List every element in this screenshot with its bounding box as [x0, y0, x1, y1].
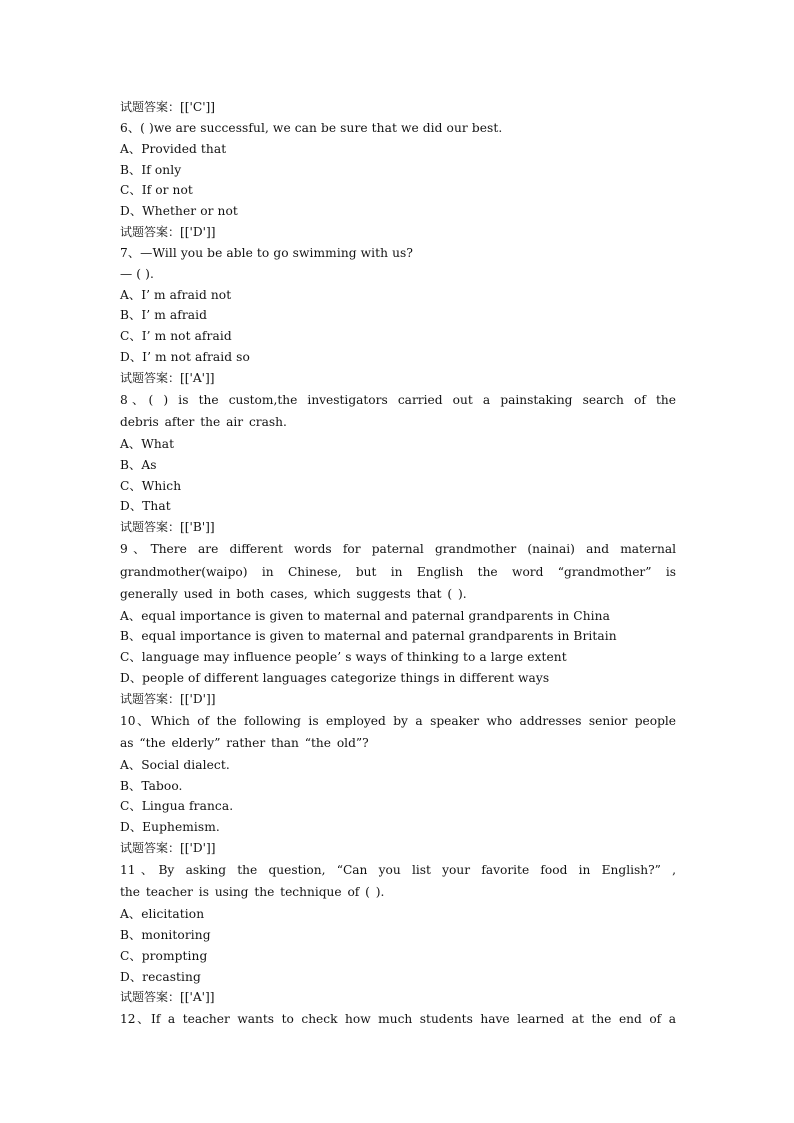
option-d: D、people of different languages categorize things in different ways	[120, 671, 550, 686]
option-c: C、Lingua franca.	[120, 799, 234, 814]
answer-line	[120, 222, 676, 243]
question-number: 10、	[120, 713, 151, 728]
option-b: B、I’ m afraid	[120, 308, 208, 323]
option-b: B、As	[120, 457, 157, 472]
stem-line: By asking the question, “Can you list your favorite food in English?” ,	[158, 862, 676, 877]
question-number: 9、	[120, 542, 151, 557]
option-d: D、That	[120, 499, 171, 514]
option-d: D、Euphemism.	[120, 820, 220, 835]
option-c: C、language may influence people’ s ways of thinking to a large extent	[120, 650, 567, 665]
option-d: D、Whether or not	[120, 204, 238, 219]
question-number: 8、	[120, 392, 149, 407]
stem-line: as “the elderly” rather than “the old”?	[120, 736, 369, 751]
option-c: C、I’ m not afraid	[120, 329, 232, 344]
answer-line	[120, 97, 676, 118]
question-6	[120, 118, 676, 243]
stem-line: ( )we are successful, we can be sure that we did our best.	[140, 120, 503, 135]
option-a: A、Provided that	[120, 141, 227, 156]
question-10	[120, 710, 676, 859]
stem-line: If a teacher wants to check how much students have learned at the end of a	[151, 1012, 677, 1027]
answer-line	[120, 987, 676, 1008]
question-12	[120, 1008, 676, 1031]
answer-label: 试题答案：	[120, 225, 181, 240]
answer-label: 试题答案：	[120, 691, 181, 706]
option-d: D、I’ m not afraid so	[120, 350, 250, 365]
option-b: B、equal importance is given to maternal and paternal grandparents in Britain	[120, 629, 617, 644]
answer-line	[120, 838, 676, 859]
answer-value: [['A']]	[180, 990, 215, 1005]
answer-value: [['C']]	[180, 100, 216, 114]
stem-line: —Will you be able to go swimming with us?	[140, 245, 414, 260]
option-a: A、elicitation	[120, 906, 205, 921]
question-stem	[120, 538, 676, 561]
stem-line: There are different words for paternal grandmother (nainai) and maternal	[150, 542, 676, 557]
question-number: 12、	[120, 1012, 152, 1027]
question-11	[120, 859, 676, 1008]
answer-label: 试题答案：	[120, 100, 181, 114]
stem-line: grandmother(waipo) in Chinese, but in English the word “grandmother” is	[120, 564, 676, 579]
answer-label: 试题答案：	[120, 990, 181, 1005]
answer-label: 试题答案：	[120, 520, 181, 535]
question-7	[120, 243, 676, 389]
question-9	[120, 538, 676, 710]
question-stem	[120, 243, 676, 264]
answer-label: 试题答案：	[120, 370, 181, 385]
option-c: C、prompting	[120, 948, 208, 963]
answer-value: [['A']]	[180, 370, 215, 385]
option-b: B、If only	[120, 162, 182, 177]
question-number: 11、	[120, 862, 159, 877]
question-stem	[120, 118, 676, 139]
answer-line	[120, 517, 676, 538]
question-stem	[120, 859, 676, 882]
answer-label: 试题答案：	[120, 841, 181, 856]
question-8	[120, 389, 676, 538]
answer-line	[120, 368, 676, 389]
question-stem	[120, 389, 676, 412]
option-d: D、recasting	[120, 969, 201, 984]
option-a: A、equal importance is given to maternal and paternal grandparents in China	[120, 608, 610, 623]
stem-line: generally used in both cases, which suggests that ( ).	[120, 587, 467, 602]
answer-value: [['D']]	[180, 841, 216, 856]
answer-value: [['D']]	[180, 225, 216, 240]
stem-line: ( ) is the custom,the investigators carried out a painstaking search of the	[148, 392, 676, 407]
option-a: A、Social dialect.	[120, 757, 230, 772]
answer-line	[120, 689, 676, 710]
answer-value: [['B']]	[180, 520, 215, 535]
document-page	[120, 97, 676, 1031]
stem-line: — ( ).	[120, 266, 154, 281]
stem-line: debris after the air crash.	[120, 415, 287, 430]
option-a: A、I’ m afraid not	[120, 287, 232, 302]
option-a: A、What	[120, 436, 175, 451]
answer-value: [['D']]	[180, 691, 216, 706]
option-c: C、If or not	[120, 183, 193, 198]
stem-line: the teacher is using the technique of ( ).	[120, 885, 385, 900]
question-stem	[120, 1008, 676, 1031]
question-stem	[120, 710, 676, 733]
option-b: B、Taboo.	[120, 778, 183, 793]
option-b: B、monitoring	[120, 927, 211, 942]
question-number: 6、	[120, 120, 141, 135]
question-number: 7、	[120, 245, 141, 260]
stem-line: Which of the following is employed by a speaker who addresses senior people	[150, 713, 676, 728]
option-c: C、Which	[120, 478, 182, 493]
